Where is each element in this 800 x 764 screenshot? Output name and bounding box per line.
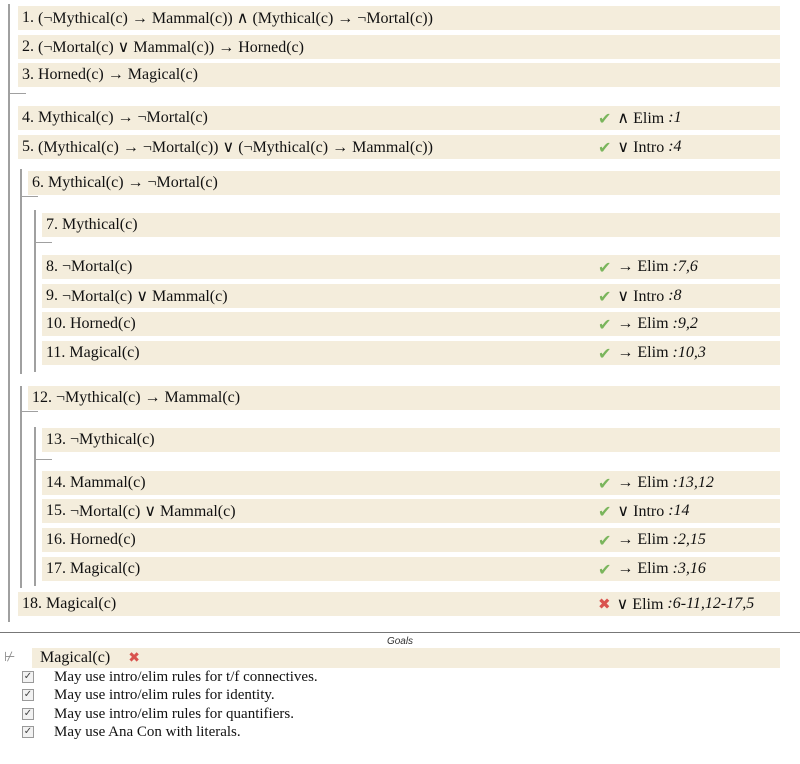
- rule-refs: :7,6: [672, 258, 698, 275]
- rule-name: → Elim: [617, 474, 669, 491]
- line-number: 2.: [22, 38, 34, 55]
- check-icon: ✔: [598, 501, 612, 521]
- option-quantifiers[interactable]: [22, 705, 294, 723]
- justification[interactable]: [598, 284, 682, 308]
- justification[interactable]: [598, 557, 706, 581]
- line-formula[interactable]: Mammal(c): [70, 474, 146, 491]
- proof-line-3[interactable]: [18, 63, 780, 87]
- rule-refs: :14: [668, 502, 690, 519]
- line-formula[interactable]: ¬Mythical(c): [70, 431, 155, 448]
- proof-line-7[interactable]: [42, 213, 780, 237]
- proof-line-16[interactable]: [42, 528, 780, 552]
- rule-name: ∧ Elim: [617, 110, 665, 127]
- subproof-1-bar: [20, 169, 22, 374]
- line-formula[interactable]: Mythical(c) → ¬Mortal(c): [48, 174, 218, 191]
- line-formula[interactable]: Magical(c): [70, 560, 141, 577]
- checkbox-icon[interactable]: ✓: [23, 708, 33, 719]
- proof-line-13[interactable]: [42, 428, 780, 452]
- proof-line-8[interactable]: [42, 255, 780, 279]
- check-icon: ✔: [598, 473, 612, 493]
- justification[interactable]: [598, 592, 754, 616]
- option-label: May use Ana Con with literals.: [54, 723, 241, 740]
- premise-divider: [8, 93, 26, 94]
- proof-line-5[interactable]: [18, 135, 780, 159]
- line-number: 11.: [46, 344, 66, 361]
- line-formula[interactable]: (Mythical(c) → ¬Mortal(c)) ∨ (¬Mythical(c) → Mammal(c)): [38, 139, 433, 156]
- proof-line-17[interactable]: [42, 557, 780, 581]
- x-icon: ✖: [128, 650, 140, 666]
- line-number: 13.: [46, 431, 66, 448]
- line-formula[interactable]: ¬Mythical(c) → Mammal(c): [56, 389, 241, 406]
- goals-divider: [0, 632, 800, 633]
- justification[interactable]: [598, 528, 706, 552]
- line-number: 14.: [46, 474, 66, 491]
- rule-refs: :10,3: [672, 344, 706, 361]
- proof-line-6[interactable]: [28, 171, 780, 195]
- proof-line-4[interactable]: [18, 106, 780, 130]
- line-number: 10.: [46, 315, 66, 332]
- line-formula[interactable]: (¬Mythical(c) → Mammal(c)) ∧ (Mythical(c) → ¬Mortal(c)): [38, 10, 433, 27]
- subproof-2-bar: [20, 386, 22, 588]
- subproof-1-inner-bar: [34, 210, 36, 372]
- rule-name: → Elim: [617, 344, 669, 361]
- line-number: 16.: [46, 531, 66, 548]
- justification[interactable]: [598, 499, 690, 523]
- check-icon: ✔: [598, 108, 612, 128]
- line-number: 15.: [46, 502, 66, 519]
- subproof-1-divider: [20, 196, 38, 197]
- rule-refs: :3,16: [672, 560, 706, 577]
- line-number: 8.: [46, 258, 58, 275]
- justification[interactable]: [598, 312, 698, 336]
- x-icon: ✖: [598, 595, 611, 613]
- justification[interactable]: [598, 341, 706, 365]
- line-number: 7.: [46, 216, 58, 233]
- proof-line-14[interactable]: [42, 471, 780, 495]
- proof-line-9[interactable]: [42, 284, 780, 308]
- subproof-2-divider: [20, 411, 38, 412]
- goal-item[interactable]: [32, 648, 780, 668]
- proof-line-15[interactable]: [42, 499, 780, 523]
- line-formula[interactable]: Horned(c): [70, 315, 136, 332]
- justification[interactable]: [598, 135, 682, 159]
- option-label: May use intro/elim rules for identity.: [54, 686, 275, 703]
- line-formula[interactable]: ¬Mortal(c) ∨ Mammal(c): [62, 288, 228, 305]
- proof-line-11[interactable]: [42, 341, 780, 365]
- rule-refs: :13,12: [672, 474, 714, 491]
- subproof-1-inner-divider: [34, 242, 52, 243]
- rule-name: ∨ Intro: [617, 288, 665, 305]
- line-number: 18.: [22, 595, 42, 612]
- rule-refs: :1: [668, 109, 682, 126]
- rule-name: → Elim: [617, 258, 669, 275]
- line-formula[interactable]: Mythical(c) → ¬Mortal(c): [38, 109, 208, 126]
- not-provable-icon: ⊬: [4, 650, 16, 665]
- line-formula[interactable]: (¬Mortal(c) ∨ Mammal(c)) → Horned(c): [38, 39, 304, 56]
- option-ana-con[interactable]: [22, 723, 241, 741]
- goal-formula: Magical(c): [40, 649, 111, 666]
- justification[interactable]: [598, 255, 698, 279]
- proof-line-10[interactable]: [42, 312, 780, 336]
- option-label: May use intro/elim rules for quantifiers.: [54, 705, 294, 722]
- line-formula[interactable]: Horned(c): [70, 531, 136, 548]
- rule-name: ∨ Elim: [616, 596, 664, 613]
- checkbox-icon[interactable]: ✓: [23, 689, 33, 700]
- option-tf-connectives[interactable]: [22, 668, 318, 686]
- rule-refs: :8: [668, 287, 682, 304]
- rule-refs: :6-11,12-17,5: [667, 595, 755, 612]
- line-number: 6.: [32, 174, 44, 191]
- line-formula[interactable]: ¬Mortal(c) ∨ Mammal(c): [70, 503, 236, 520]
- line-formula[interactable]: ¬Mortal(c): [62, 258, 133, 275]
- rule-name: → Elim: [617, 560, 669, 577]
- proof-line-2[interactable]: [18, 35, 780, 59]
- goals-title: Goals: [386, 636, 414, 647]
- line-number: 4.: [22, 109, 34, 126]
- subproof-2-inner-divider: [34, 459, 52, 460]
- check-icon: ✔: [598, 286, 612, 306]
- option-identity[interactable]: [22, 686, 275, 704]
- line-number: 3.: [22, 66, 34, 83]
- proof-line-1[interactable]: [18, 6, 780, 30]
- line-formula[interactable]: Horned(c) → Magical(c): [38, 66, 198, 83]
- check-icon: ✔: [598, 530, 612, 550]
- rule-refs: :2,15: [672, 531, 706, 548]
- option-label: May use intro/elim rules for t/f connectives.: [54, 668, 318, 685]
- check-icon: ✔: [598, 559, 612, 579]
- rule-name: → Elim: [617, 315, 669, 332]
- checkbox-icon[interactable]: ✓: [23, 726, 33, 737]
- main-scope-bar: [8, 4, 10, 622]
- line-number: 5.: [22, 138, 34, 155]
- rule-name: ∨ Intro: [617, 139, 665, 156]
- proof-line-18[interactable]: [18, 592, 780, 616]
- line-formula[interactable]: Mythical(c): [62, 216, 138, 233]
- rule-refs: :4: [668, 138, 682, 155]
- rule-name: ∨ Intro: [617, 503, 665, 520]
- line-number: 17.: [46, 560, 66, 577]
- checkbox-icon[interactable]: ✓: [23, 671, 33, 682]
- line-number: 12.: [32, 389, 52, 406]
- justification[interactable]: [598, 471, 714, 495]
- line-number: 9.: [46, 287, 58, 304]
- check-icon: ✔: [598, 314, 612, 334]
- line-formula[interactable]: Magical(c): [69, 344, 140, 361]
- check-icon: ✔: [598, 257, 612, 277]
- justification[interactable]: [598, 106, 682, 130]
- line-formula[interactable]: Magical(c): [46, 595, 117, 612]
- check-icon: ✔: [598, 343, 612, 363]
- line-number: 1.: [22, 9, 34, 26]
- proof-line-12[interactable]: [28, 386, 780, 410]
- subproof-2-inner-bar: [34, 427, 36, 586]
- check-icon: ✔: [598, 137, 612, 157]
- rule-refs: :9,2: [672, 315, 698, 332]
- rule-name: → Elim: [617, 531, 669, 548]
